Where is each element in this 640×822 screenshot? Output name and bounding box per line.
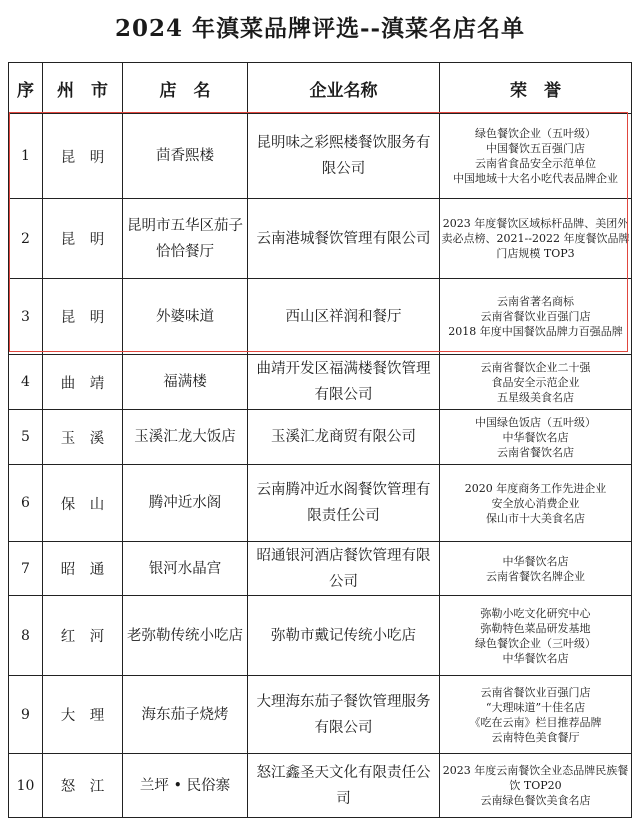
- row-company: 昭通银河酒店餐饮管理有限公司: [248, 542, 440, 596]
- table-row: [9, 465, 632, 542]
- page-title: 2024 年滇菜品牌评选--滇菜名店名单: [114, 15, 526, 42]
- table-row: [9, 355, 632, 410]
- header-shop: 店 名: [123, 63, 248, 114]
- shop-list-table: [8, 62, 632, 818]
- row-honors: 2023 年度云南餐饮全业态品牌民族餐饮 TOP20 云南绿色餐饮美食名店: [440, 754, 632, 818]
- table-row: [9, 596, 632, 676]
- row-company: 怒江鑫圣天文化有限责任公司: [248, 754, 440, 818]
- row-index: 8: [9, 596, 43, 676]
- row-city: 曲 靖: [43, 355, 123, 410]
- row-city: 玉 溪: [43, 410, 123, 465]
- row-company: 云南港城餐饮管理有限公司: [248, 199, 440, 279]
- row-honors: 云南省餐饮企业二十强 食品安全示范企业 五星级美食名店: [440, 355, 632, 410]
- table-row: [9, 676, 632, 754]
- row-index: 7: [9, 542, 43, 596]
- row-city: 保 山: [43, 465, 123, 542]
- row-shop: 玉溪汇龙大饭店: [123, 410, 248, 465]
- row-company: 大理海东茄子餐饮管理服务有限公司: [248, 676, 440, 754]
- row-city: 大 理: [43, 676, 123, 754]
- row-company: 云南腾冲近水阁餐饮管理有限责任公司: [248, 465, 440, 542]
- row-index: 3: [9, 279, 43, 355]
- row-shop: 福满楼: [123, 355, 248, 410]
- row-index: 4: [9, 355, 43, 410]
- header-prefecture: 州 市: [43, 63, 123, 114]
- table-row: [9, 410, 632, 465]
- row-index: 5: [9, 410, 43, 465]
- row-honors: 云南省餐饮业百强门店 “大理味道”十佳名店 《吃在云南》栏目推荐品牌 云南特色美食餐厅: [440, 676, 632, 754]
- row-shop: 海东茄子烧烤: [123, 676, 248, 754]
- row-company: 昆明味之彩熙楼餐饮服务有限公司: [248, 114, 440, 199]
- row-company: 西山区祥润和餐厅: [248, 279, 440, 355]
- row-company: 曲靖开发区福满楼餐饮管理有限公司: [248, 355, 440, 410]
- row-honors: 中国绿色饭店（五叶级） 中华餐饮名店 云南省餐饮名店: [440, 410, 632, 465]
- row-shop: 老弥勒传统小吃店: [123, 596, 248, 676]
- row-shop: 外婆味道: [123, 279, 248, 355]
- table-header-row: [9, 63, 632, 114]
- row-city: 红 河: [43, 596, 123, 676]
- row-shop: 银河水晶宫: [123, 542, 248, 596]
- row-index: 2: [9, 199, 43, 279]
- row-honors: 云南省著名商标 云南省餐饮业百强门店 2018 年度中国餐饮品牌力百强品牌: [440, 279, 632, 355]
- table-row: [9, 199, 632, 279]
- row-index: 10: [9, 754, 43, 818]
- row-index: 9: [9, 676, 43, 754]
- table-row: [9, 279, 632, 355]
- row-company: 玉溪汇龙商贸有限公司: [248, 410, 440, 465]
- row-honors: 中华餐饮名店 云南省餐饮名牌企业: [440, 542, 632, 596]
- row-honors: 绿色餐饮企业（五叶级） 中国餐饮五百强门店 云南省食品安全示范单位 中国地域十大名小吃代表品牌企业: [440, 114, 632, 199]
- row-shop: 茴香熙楼: [123, 114, 248, 199]
- row-city: 昭 通: [43, 542, 123, 596]
- header-honor: 荣 誉: [440, 63, 632, 114]
- row-honors: 弥勒小吃文化研究中心 弥勒特色菜品研发基地 绿色餐饮企业（三叶级） 中华餐饮名店: [440, 596, 632, 676]
- row-shop: 腾冲近水阁: [123, 465, 248, 542]
- table-row: [9, 542, 632, 596]
- row-shop: 兰坪 • 民俗寨: [123, 754, 248, 818]
- row-city: 昆 明: [43, 199, 123, 279]
- row-honors: 2023 年度餐饮区域标杆品牌、美团外卖必点榜、2021--2022 年度餐饮品牌门店规模 TOP3: [440, 199, 632, 279]
- row-honors: 2020 年度商务工作先进企业 安全放心消费企业 保山市十大美食名店: [440, 465, 632, 542]
- row-index: 6: [9, 465, 43, 542]
- row-city: 怒 江: [43, 754, 123, 818]
- row-index: 1: [9, 114, 43, 199]
- header-index: 序: [9, 63, 43, 114]
- header-company: 企业名称: [248, 63, 440, 114]
- row-city: 昆 明: [43, 279, 123, 355]
- row-company: 弥勒市戴记传统小吃店: [248, 596, 440, 676]
- row-shop: 昆明市五华区茄子恰恰餐厅: [123, 199, 248, 279]
- table-row: [9, 754, 632, 818]
- table-row: [9, 114, 632, 199]
- row-city: 昆 明: [43, 114, 123, 199]
